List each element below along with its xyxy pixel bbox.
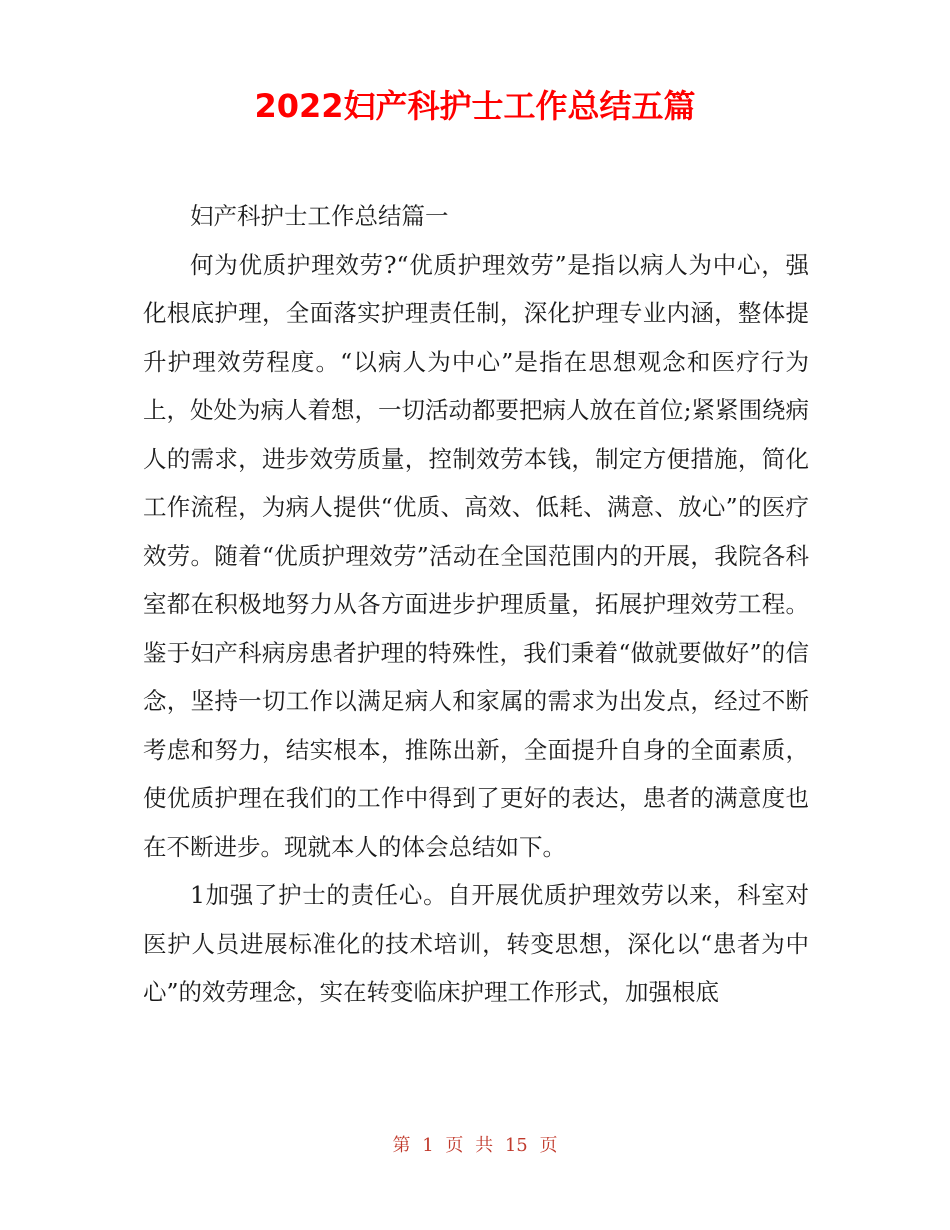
document-title: 2022妇产科护士工作总结五篇: [254, 87, 696, 125]
section-heading: 妇产科护士工作总结篇一: [190, 202, 449, 230]
body-paragraph: 1加强了护士的责任心。自开展优质护理效劳以来，科室对医护人员进展标准化的技术培训，转变思想，深化以“患者为中心”的效劳理念，实在转变临床护理工作形式，加强根底: [143, 881, 809, 1006]
page-number-footer: 第 1 页 共 15 页: [392, 1135, 558, 1156]
body-paragraph: 何为优质护理效劳?“优质护理效劳”是指以病人为中心，强化根底护理，全面落实护理责任制，深化护理专业内涵，整体提升护理效劳程度。“以病人为中心”是指在思想观念和医疗行为上，处处为病人着想，一切活动都要把病人放在首位;紧紧围绕病人的需求，进步效劳质量，控制效劳本钱，制定方便措施，简化工作流程，为病人提供“优质、高效、低耗、满意、放心”的医疗效劳。随着“优质护理效劳”活动在全国范围内的开展，我院各科室都在积极地努力从各方面进步护理质量，拓展护理效劳工程。鉴于妇产科病房患者护理的特殊性，我们秉着“做就要做好”的信念，坚持一切工作以满足病人和家属的需求为出发点，经过不断考虑和努力，结实根本，推陈出新，全面提升自身的全面素质，使优质护理在我们的工作中得到了更好的表达，患者的满意度也在不断进步。现就本人的体会总结如下。: [143, 250, 809, 861]
document-body: [143, 192, 809, 1017]
